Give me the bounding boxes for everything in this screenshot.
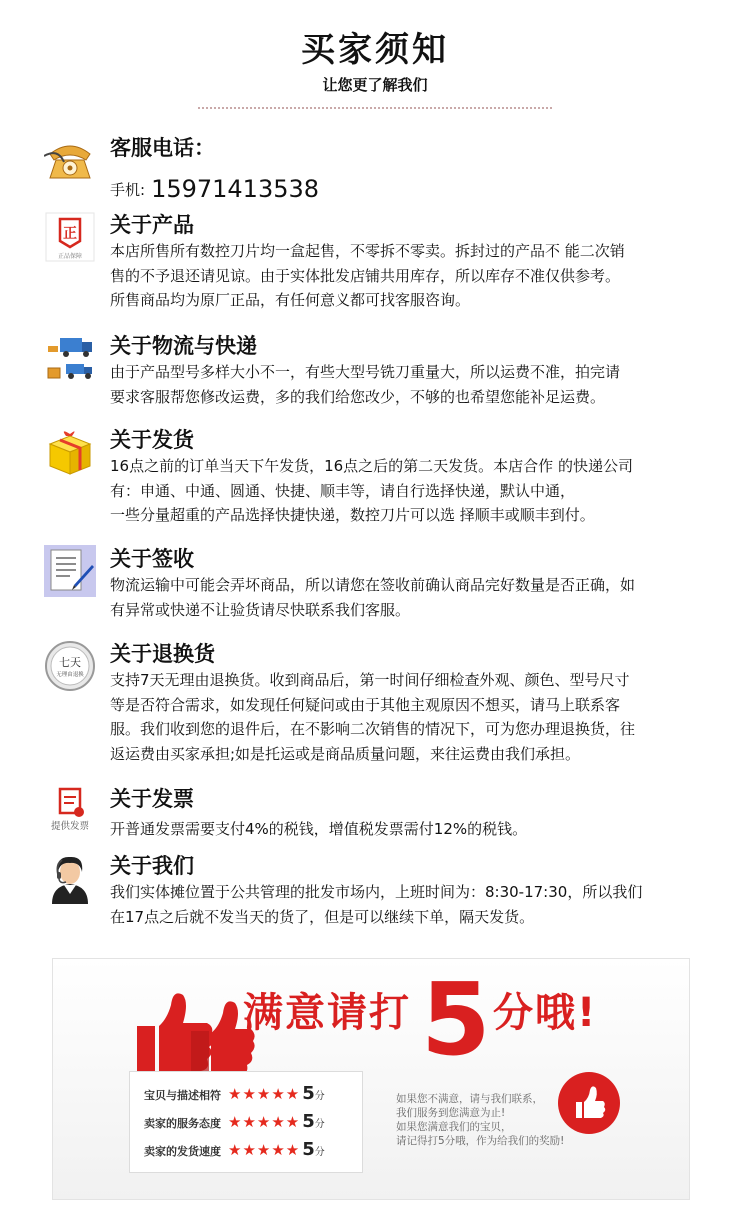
product-line-1: 本店所售所有数控刀片均一盒起售，不零拆不零卖。拆封过的产品不 能二次销 <box>110 242 625 260</box>
section-invoice <box>44 785 724 845</box>
product-line-3: 所售商品均为原厂正品，有任何意义都可找客服咨询。 <box>110 291 471 309</box>
signing-body <box>110 545 720 622</box>
shipping-line-1: 16点之前的订单当天下午发货，16点之后的第二天发货。本店合作 的快递公司 <box>110 457 633 475</box>
section-returns <box>44 640 724 770</box>
slogan-number: 5 <box>421 961 491 1078</box>
section-signing <box>44 545 724 625</box>
note-line: 请记得打5分哦，作为给我们的奖励! <box>396 1135 565 1147</box>
svg-text:提供发票: 提供发票 <box>50 821 90 832</box>
svg-text:正品保障: 正品保障 <box>57 253 83 260</box>
about-us-line-2: 在17点之后就不发当天的货了，但是可以继续下单，隔天发货。 <box>110 907 535 926</box>
about-us-line-1: 我们实体摊位置于公共管理的批发市场内，上班时间为：8:30-17:30，所以我们 <box>110 883 643 901</box>
product-line-2: 售的不予退还请见谅。由于实体批发店铺共用库存，所以库存不准仅供参考。 <box>110 266 621 285</box>
rating-label: 卖家的服务态度 <box>144 1117 221 1130</box>
about-us-body <box>110 852 720 929</box>
rating-stars[interactable]: ★★★★★ <box>228 1113 301 1131</box>
telephone-icon <box>44 134 96 186</box>
header-divider <box>198 107 553 109</box>
rating-row-service <box>144 1110 325 1134</box>
signing-line-1: 物流运输中可能会弄坏商品，所以请您在签收前确认商品完好数量是否正确，如 <box>110 576 636 594</box>
rating-score: 5 <box>302 1139 315 1160</box>
shipping-line-2: 有：申通、中通、圆通、快捷、顺丰等，请自行选择快递，默认中通， <box>110 481 576 500</box>
slogan-left: 满意请打 <box>243 990 411 1036</box>
invoice-line-1: 开普通发票需要支付4%的税钱，增值税发票需付12%的税钱。 <box>110 820 528 838</box>
logistics-body <box>110 332 720 409</box>
svg-text:正: 正 <box>63 226 77 242</box>
rating-banner <box>52 958 690 1200</box>
phone-label: 手机: <box>110 181 146 199</box>
customer-service-icon <box>44 852 96 904</box>
gift-box-icon <box>44 426 96 478</box>
about-us-title: 关于我们 <box>110 854 194 878</box>
rating-row-description <box>144 1082 325 1106</box>
slogan-right: 分哦! <box>493 990 598 1036</box>
note-line: 我们服务到您满意为止! <box>396 1107 506 1119</box>
sign-document-icon <box>44 545 96 597</box>
section-shipping <box>44 426 724 530</box>
invoice-body <box>110 785 720 842</box>
shipping-body <box>110 426 720 528</box>
page-title: 买家须知 <box>301 30 449 70</box>
genuine-product-icon <box>44 211 96 263</box>
contact-title: 客服电话： <box>110 136 215 160</box>
shipping-line-3: 一些分量超重的产品选择快捷快递，数控刀片可以选 择顺丰或顺丰到付。 <box>110 506 595 524</box>
satisfaction-note <box>396 1092 564 1148</box>
page-header <box>0 28 750 109</box>
rating-unit: 分 <box>314 1091 325 1102</box>
product-title: 关于产品 <box>110 213 194 237</box>
logistics-line-2: 要求客服帮您修改运费，多的我们给您改少，不够的也希望您能补足运费。 <box>110 387 606 406</box>
svg-text:七天: 七天 <box>59 656 81 669</box>
returns-line-3: 服。我们收到您的退件后，在不影响二次销售的情况下，可为您办理退换货，往 <box>110 720 636 738</box>
page-subtitle: 让您更了解我们 <box>322 76 428 94</box>
returns-title: 关于退换货 <box>110 642 215 666</box>
rating-stars[interactable]: ★★★★★ <box>228 1141 301 1159</box>
contact-body <box>110 134 720 203</box>
product-body <box>110 211 720 313</box>
returns-body <box>110 640 720 766</box>
signing-title: 关于签收 <box>110 547 194 571</box>
logistics-title: 关于物流与快递 <box>110 334 257 358</box>
rating-score: 5 <box>302 1111 315 1132</box>
rating-stars[interactable]: ★★★★★ <box>228 1085 301 1103</box>
thumb-circle-icon <box>558 1072 620 1134</box>
shipping-title: 关于发货 <box>110 428 194 452</box>
signing-line-2: 有异常或快递不让验货请尽快联系我们客服。 <box>110 600 411 619</box>
returns-line-1: 支持7天无理由退换货。收到商品后，第一时间仔细检查外观、颜色、型号尺寸 <box>110 671 630 689</box>
note-line: 如果您满意我们的宝贝， <box>396 1121 512 1133</box>
thumbs-up-icon <box>127 981 257 1081</box>
seven-day-return-icon <box>44 640 96 692</box>
note-line: 如果您不满意，请与我们联系， <box>396 1093 543 1105</box>
rating-box <box>129 1071 363 1173</box>
returns-line-2: 等是否符合需求，如发现任何疑问或由于其他主观原因不想买，请马上联系客 <box>110 695 621 714</box>
section-product <box>44 211 724 311</box>
invoice-title: 关于发票 <box>110 787 194 811</box>
rating-score: 5 <box>302 1083 315 1104</box>
phone-number[interactable]: 15971413538 <box>151 175 320 203</box>
logistics-line-1: 由于产品型号多样大小不一，有些大型号铣刀重量大，所以运费不准，拍完请 <box>110 363 621 381</box>
section-contact <box>44 134 724 210</box>
rating-label: 宝贝与描述相符 <box>144 1089 221 1102</box>
phone-row <box>110 176 720 203</box>
section-logistics <box>44 332 724 412</box>
returns-line-4: 返运费由买家承担;如是托运或是商品质量问题，来往运费由我们承担。 <box>110 744 581 763</box>
delivery-truck-icon <box>44 332 96 384</box>
rating-row-shipping <box>144 1138 325 1162</box>
rating-unit: 分 <box>314 1147 325 1158</box>
rating-label: 卖家的发货速度 <box>144 1145 221 1158</box>
section-about-us <box>44 852 724 936</box>
rating-unit: 分 <box>314 1119 325 1130</box>
invoice-icon <box>44 785 96 837</box>
svg-text:无理由退换: 无理由退换 <box>56 672 84 678</box>
